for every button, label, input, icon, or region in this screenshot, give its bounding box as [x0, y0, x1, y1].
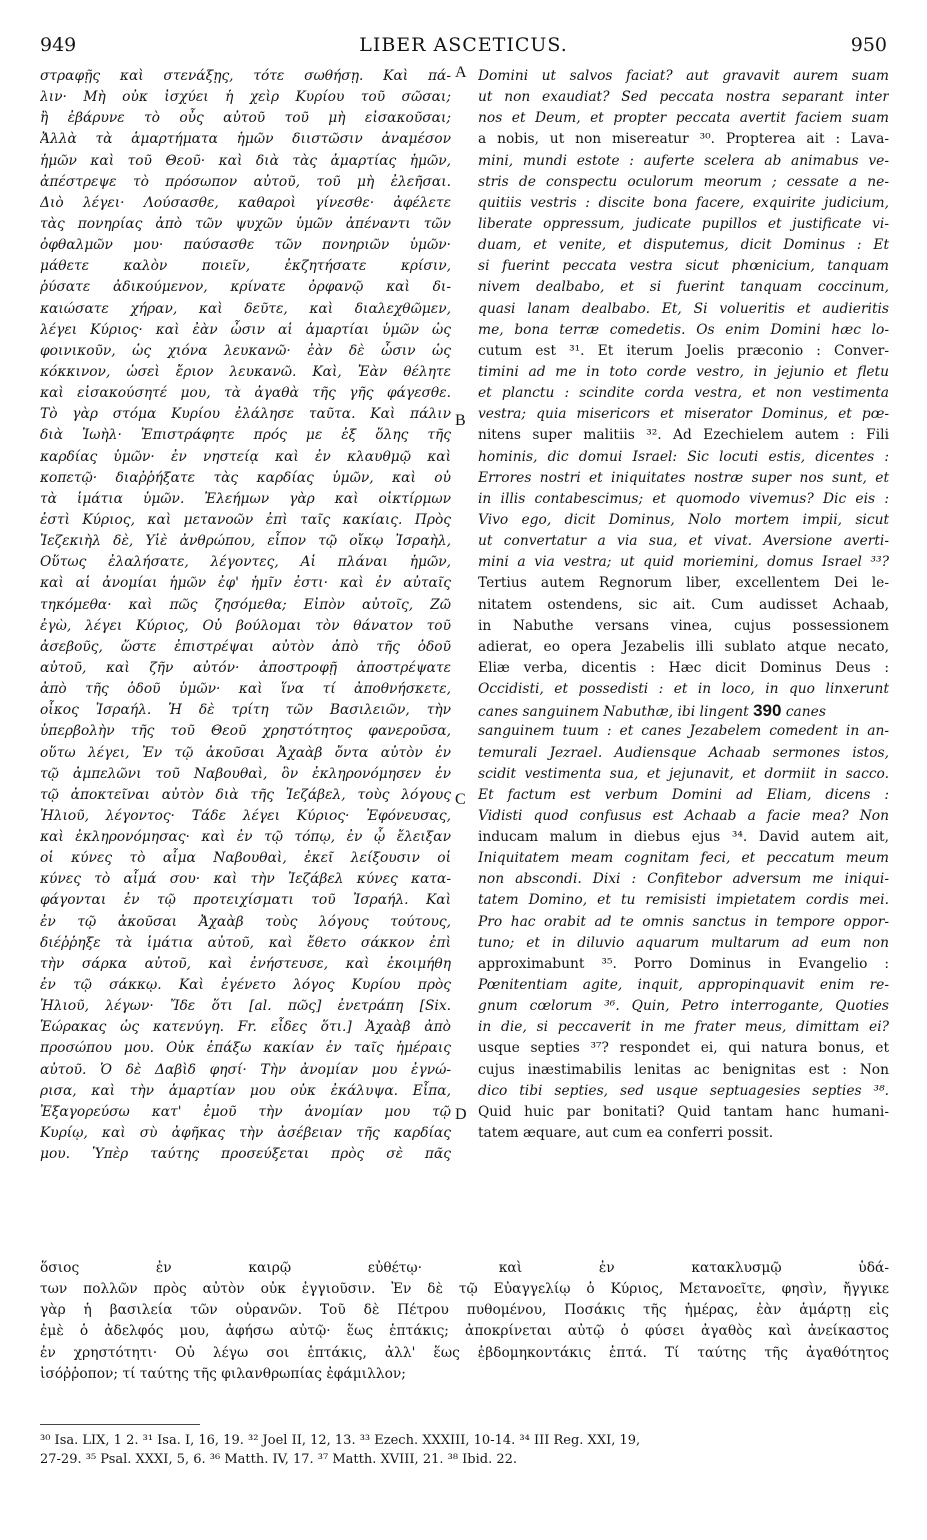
greek-line: οὕτω λέγει, Ἐν τῷ ἀκοῦσαι Ἀχαὰβ ὄντα αὐτὸν ἐν: [40, 744, 451, 761]
bottom-line: γὰρ ἡ βασιλεία τῶν οὐρανῶν. Τοῦ δὲ Πέτρου πυθομένου, Ποσάκις τῆς ἡμέρας, ἐὰν ἁμάρτῃ εἰς: [40, 1302, 889, 1319]
greek-line: κοπετῷ· διαῤῥήξατε τὰς καρδίας ὑμῶν, καὶ οὐ: [40, 469, 451, 486]
latin-line: Quid huic par bonitati? Quid tantam hanc humani-: [478, 1103, 889, 1120]
latin-line: tatem æquare, aut cum ea conferri possit.: [478, 1125, 774, 1142]
latin-line: tuno; et in diluvio aquarum multarum ad eum non: [478, 934, 889, 951]
greek-line: τὰ ἱμάτια ὑμῶν. Ἐλεήμων γὰρ καὶ οἰκτίρμων: [40, 490, 451, 507]
greek-line: διὰ Ἰωὴλ· Ἐπιστράφητε πρός με ἐξ ὅλης τῆς: [40, 427, 451, 444]
latin-line: Pro hac orabit ad te omnis sanctus in tempore oppor-: [478, 913, 889, 930]
greek-line: καιώσατε χήραν, καὶ δεῦτε, καὶ διαλεχθῶμεν,: [40, 300, 451, 317]
latin-line: Tertius autem Regnorum liber, excellentem Dei le-: [478, 575, 889, 592]
greek-line: Ἠλιοῦ, λέγων· Ἴδε ὅτι [al. πῶς] ἐνετράπη [Six.: [40, 998, 451, 1015]
bottom-line: ἐμὲ ὁ ἀδελφός μου, ἀφήσω αὐτῷ· ἕως ἑπτάκις; ἀποκρίνεται αὐτῷ ὁ φύσει ἀγαθὸς καὶ ἀνείκαστος: [40, 1323, 889, 1340]
latin-line: et planctu : scindite corda vestra, et non vestimenta: [478, 385, 889, 402]
latin-line: Iniquitatem meam cognitam feci, et peccatum meum: [478, 850, 889, 867]
margin-letter-d: D: [455, 1106, 467, 1123]
latin-line: temurali Jezrael. Audiensque Achaab sermones istos,: [478, 744, 889, 761]
latin-line: adierat, eo opera Jezabelis illi sublato atque necato,: [478, 638, 889, 655]
greek-line: τηκόμεθα· καὶ πῶς ζησόμεθα; Εἰπὸν αὐτοῖς, Ζῶ: [40, 596, 451, 613]
bottom-line: ὅσιος ἐν καιρῷ εὐθέτῳ· καὶ ἐν κατακλυσμῷ ὑδά-: [40, 1260, 889, 1276]
greek-line: κύνες τὸ αἷμά σου· καὶ τὴν Ἰεζάβελ κύνες κατα-: [40, 871, 451, 888]
greek-line: διέῤῥηξε τὰ ἱμάτια αὐτοῦ, καὶ ἔθετο σάκκον ἐπὶ: [40, 934, 451, 951]
bottom-line: ἰσόῤῥοπον; τί ταύτης τῆς φιλανθρωπίας ἐφάμιλλον;: [40, 1365, 406, 1382]
greek-line: οἶκος Ἰσραήλ. Ἡ δὲ τρίτη τῶν Βασιλειῶν, τὴν: [40, 702, 451, 719]
greek-line: προσώπου μου. Οὐκ ἐπάξω κακίαν ἐν ταῖς ἡμέραις: [40, 1040, 451, 1057]
greek-line: οἱ κύνες τὸ αἷμα Ναβουθαὶ, ἐκεῖ λείξουσιν οἱ: [40, 850, 451, 867]
latin-line: liberate oppressum, judicate pupillos et justificate vi-: [478, 215, 889, 232]
greek-line: Τὸ γὰρ στόμα Κυρίου ἐλάλησε ταῦτα. Καὶ πάλιν: [40, 406, 451, 423]
latin-line-tail: canes: [781, 704, 826, 721]
latin-line: vestra; quia misericors et miserator Dominus, et pœ-: [478, 406, 889, 423]
latin-line: duam, et venite, et disputemus, dicit Dominus : Et: [478, 237, 889, 254]
latin-line: timini ad me in toto corde vestro, in jejunio et fletu: [478, 363, 889, 380]
right-page-number: 950: [850, 34, 887, 56]
greek-line: κόκκινον, ὡσεὶ ἔριον λευκανῶ. Καὶ, Ἐὰν θέλητε: [40, 363, 451, 380]
latin-line: in illis contabescimus; et quomodo vivemus? Dic eis :: [478, 490, 889, 507]
latin-line: Eliæ verba, dicentis : Hæc dicit Dominus Deus :: [478, 659, 889, 676]
latin-line: nitatem ostendens, sic ait. Cum audisset Achaab,: [478, 596, 889, 613]
greek-line: ἀπὸ τῆς ὁδοῦ ὑμῶν· καὶ ἵνα τί ἀποθνήσκετε,: [40, 681, 451, 698]
greek-line: καὶ αἱ ἀνομίαι ἡμῶν ἐφ' ἡμῖν ἐστι· καὶ ἐν αὐταῖς: [40, 575, 451, 592]
greek-line: Ἠλιοῦ, λέγοντος· Τάδε λέγει Κύριος· Ἐφόνευσας,: [40, 807, 451, 824]
latin-line: stris de conspectu oculorum meorum ; cessate a ne-: [478, 173, 889, 190]
greek-line: Κυρίῳ, καὶ σὺ ἀφῆκας τὴν ἀσέβειαν τῆς καρδίας: [40, 1125, 451, 1142]
latin-line: approximabunt ³⁵. Porro Dominus in Evangelio :: [478, 955, 889, 972]
greek-line: καὶ ἐκληρονόμησας· καὶ ἐν τῷ τόπῳ, ἐν ᾧ ἔλειξαν: [40, 829, 451, 846]
greek-line: λέγει Κύριος· καὶ ἐὰν ὦσιν αἱ ἁμαρτίαι ὑμῶν ὡς: [40, 321, 451, 338]
greek-line: αὐτοῦ, καὶ ζῆν αὐτόν· ἀποστροφῇ ἀποστρέψατε: [40, 659, 451, 676]
latin-line: in die, si peccaverit in me frater meus, dimittam ei?: [478, 1019, 889, 1036]
greek-line: ἐγὼ, λέγει Κύριος, Οὐ βούλομαι τὸν θάνατον τοῦ: [40, 617, 451, 634]
greek-line: μου. Ὑπὲρ ταύτης προσεύξεται πρὸς σὲ πᾶς: [40, 1146, 451, 1163]
latin-line: mini a via vestra; ut quid moriemini, domus Israel ³³?: [478, 554, 889, 571]
greek-line: ἐν τῷ σάκκῳ. Καὶ ἐγένετο λόγος Κυρίου πρὸς: [40, 977, 451, 994]
latin-line: nivem dealbabo, et si fuerint tanquam coccinum,: [478, 279, 889, 296]
latin-line: cutum est ³¹. Et iterum Joelis præconio : Conver-: [478, 342, 889, 359]
latin-line: Errores nostri et iniquitates nostræ super nos sunt, et: [478, 469, 889, 486]
greek-line: Οὕτως ἐλαλήσατε, λέγοντες, Αἱ πλάναι ἡμῶν,: [40, 554, 451, 571]
greek-line: ρισα, καὶ τὴν ἁμαρτίαν μου οὐκ ἐκάλυψα. Εἶπα,: [40, 1082, 451, 1099]
greek-line: τῷ ἀποκτεῖναι αὐτὸν διὰ τῆς Ἰεζάβελ, τοὺς λόγους: [40, 786, 451, 803]
latin-line: inducam malum in diebus ejus ³⁴. David autem ait,: [478, 829, 889, 846]
latin-line: nitens super malitiis ³². Ad Ezechielem autem : Fili: [478, 427, 889, 444]
margin-letter-c: C: [455, 791, 466, 808]
greek-line: ῥύσατε ἀδικούμενον, κρίνατε ὀρφανῷ καὶ δι-: [40, 279, 451, 296]
latin-line: tatem Domino, et tu remisisti impietatem cordis mei.: [478, 892, 889, 909]
latin-line: nos et Deum, et propter peccata avertit faciem suam: [478, 110, 889, 127]
greek-line: ἀσεβοῦς, ὥστε ἐπιστρέψαι αὐτὸν ἀπὸ τῆς ὁδοῦ: [40, 638, 451, 655]
latin-line: Vidisti quod confusus est Achaab a facie mea? Non: [478, 807, 889, 824]
bottom-line: ἐν χρηστότητι· Οὐ λέγω σοι ἑπτάκις, ἀλλ' ἕως ἑβδομηκοντάκις ἑπτά. Τί ταύτης τῆς ἀγαθότητος: [40, 1344, 889, 1361]
greek-line: Διὸ λέγει· Λούσασθε, καθαροὶ γίνεσθε· ἀφέλετε: [40, 194, 451, 211]
column-number-marker: 390: [753, 701, 782, 721]
greek-line: τὴν σάρκα αὐτοῦ, καὶ ἐνήστευσε, καὶ ἐκοιμήθη: [40, 955, 451, 972]
greek-line: αὐτοῦ. Ὁ δὲ Δαβὶδ φησί· Τὴν ἀνομίαν μου ἐγνώ-: [40, 1061, 451, 1078]
footnote-line: ³⁰ Isa. LIX, 1 2. ³¹ Isa. I, 16, 19. ³² Joel II, 12, 13. ³³ Ezech. XXXIII, 10-14. ³⁴ III Reg. XXI, 19,: [40, 1433, 641, 1448]
greek-line: τῷ ἀμπελῶνι τοῦ Ναβουθαὶ, ὃν ἐκληρονόμησεν ἐν: [40, 765, 451, 782]
left-page-number: 949: [40, 34, 77, 56]
greek-line: μάθετε καλὸν ποιεῖν, ἐκζητήσατε κρίσιν,: [40, 258, 451, 275]
latin-line: in Nabuthe versans vinea, cujus possessionem: [478, 617, 889, 634]
latin-line: Domini ut salvos faciat? aut gravavit aurem suam: [478, 68, 889, 84]
greek-line: φοινικοῦν, ὡς χιόνα λευκανῶ· ἐὰν δὲ ὦσιν ὡς: [40, 342, 451, 359]
latin-line: Et factum est verbum Domini ad Eliam, dicens :: [478, 786, 889, 803]
greek-column: [40, 66, 451, 1165]
latin-line: quitiis vestris : discite bona facere, exquirite judicium,: [478, 194, 889, 211]
latin-line: Vivo ego, dicit Dominus, Nolo mortem impii, sicut: [478, 511, 889, 528]
latin-line: sanguinem tuum : et canes Jezabelem comedent in an-: [478, 723, 889, 740]
latin-line: ut non exaudiat? Sed peccata nostra separant inter: [478, 89, 889, 106]
greek-line: λιν· Μὴ οὐκ ἰσχύει ἡ χεὶρ Κυρίου τοῦ σῶσαι;: [40, 89, 451, 106]
latin-line: Occidisti, et possedisti : et in loco, in quo linxerunt: [478, 681, 889, 698]
latin-column: [478, 66, 889, 1144]
greek-line: Ἐξαγορεύσω κατ' ἐμοῦ τὴν ἀνομίαν μου τῷ: [40, 1103, 451, 1120]
running-title: LIBER ASCETICUS.: [359, 34, 568, 56]
latin-line: hominis, dic domui Israel: Sic locuti estis, dicentes :: [478, 448, 889, 465]
greek-line: φάγονται ἐν τῷ προτειχίσματι τοῦ Ἰσραήλ. Καὶ: [40, 892, 451, 909]
greek-line: στραφῇς καὶ στενάξῃς, τότε σωθήσῃ. Καὶ πά-: [40, 68, 451, 84]
latin-line: ut convertatur a via sua, et vivat. Aversione averti-: [478, 533, 889, 550]
bottom-line: των πολλῶν πρὸς αὐτὸν οὐκ ἐγγιοῦσιν. Ἐν δὲ τῷ Εὐαγγελίῳ ὁ Κύριος, Μετανοεῖτε, φησὶν, ἤγγικε: [40, 1281, 889, 1298]
footnotes: [40, 1431, 889, 1469]
latin-line: Pœnitentiam agite, inquit, appropinquavit enim re-: [478, 977, 889, 994]
latin-line: me, bona terræ comedetis. Os enim Domini hæc lo-: [478, 321, 889, 338]
latin-line: a nobis, ut non misereatur ³⁰. Propterea ait : Lava-: [478, 131, 889, 148]
greek-line: καρδίας ὑμῶν· ἐν νηστείᾳ καὶ ἐν κλαυθμῷ καὶ: [40, 448, 451, 465]
greek-line: ἢ ἐβάρυνε τὸ οὖς αὐτοῦ τοῦ μὴ εἰσακοῦσαι;: [40, 110, 451, 127]
greek-line: ὑπερβολὴν τῆς τοῦ Θεοῦ χρηστότητος φανεροῦσα,: [40, 723, 451, 740]
latin-line: cujus inæstimabilis lenitas ac benignitas est : Non: [478, 1061, 889, 1078]
latin-line: quasi lanam dealbabo. Et, Si volueritis et audieritis: [478, 300, 889, 317]
latin-line: canes sanguinem Nabuthæ, ibi lingent 390 canes: [478, 701, 826, 721]
latin-line: usque septies ³⁷? respondet ei, qui natura bonus, et: [478, 1040, 889, 1057]
greek-line: ἡμῶν καὶ τοῦ Θεοῦ· καὶ διὰ τὰς ἁμαρτίας ἡμῶν,: [40, 152, 451, 169]
latin-line: scidit vestimenta sua, et jejunavit, et dormiit in sacco.: [478, 765, 889, 782]
margin-letter-a: A: [455, 64, 467, 81]
greek-line: Ἀλλὰ τὰ ἁμαρτήματα ἡμῶν διιστῶσιν ἀναμέσον: [40, 131, 451, 148]
greek-line: Ἑώρακας ὡς κατενύγη. Fr. εἶδες ὅτι.] Ἀχαὰβ ἀπὸ: [40, 1019, 451, 1036]
latin-line: gnum cœlorum ³⁶. Quin, Petro interrogante, Quoties: [478, 998, 889, 1015]
latin-line: dico tibi septies, sed usque septuagesies septies ³⁸.: [478, 1082, 889, 1099]
footnote-rule: [40, 1424, 200, 1425]
bottom-full-width-text: [40, 1258, 889, 1385]
greek-line: Ἰεζεκιὴλ δὲ, Υἱὲ ἀνθρώπου, εἶπον τῷ οἴκῳ Ἰσραὴλ,: [40, 533, 451, 550]
greek-line: καὶ εἰσακούσητέ μου, τὰ ἀγαθὰ τῆς γῆς φάγεσθε.: [40, 385, 451, 402]
greek-line: ἀπέστρεψε τὸ πρόσωπον αὐτοῦ, τοῦ μὴ ἐλεῆσαι.: [40, 173, 451, 190]
latin-line: non abscondi. Dixi : Confitebor adversum me iniqui-: [478, 871, 889, 888]
latin-line: mini, mundi estote : auferte scelera ab animabus ve-: [478, 152, 889, 169]
page-header: [40, 34, 887, 60]
latin-line: si fuerint peccata vestra sicut phœnicium, tanquam: [478, 258, 889, 275]
greek-line: ἐστὶ Κύριος, καὶ μετανοῶν ἐπὶ ταῖς κακίαις. Πρὸς: [40, 511, 451, 528]
footnote-line: 27-29. ³⁵ Psal. XXXI, 5, 6. ³⁶ Matth. IV, 17. ³⁷ Matth. XVIII, 21. ³⁸ Ibid. 22.: [40, 1452, 518, 1467]
greek-line: ὀφθαλμῶν μου· παύσασθε τῶν πονηριῶν ὑμῶν·: [40, 237, 451, 254]
greek-line: ἐν τῷ ἀκοῦσαι Ἀχαὰβ τοὺς λόγους τούτους,: [40, 913, 451, 930]
margin-letter-b: B: [455, 412, 466, 429]
greek-line: τὰς πονηρίας ἀπὸ τῶν ψυχῶν ὑμῶν ἀπέναντι τῶν: [40, 215, 451, 232]
